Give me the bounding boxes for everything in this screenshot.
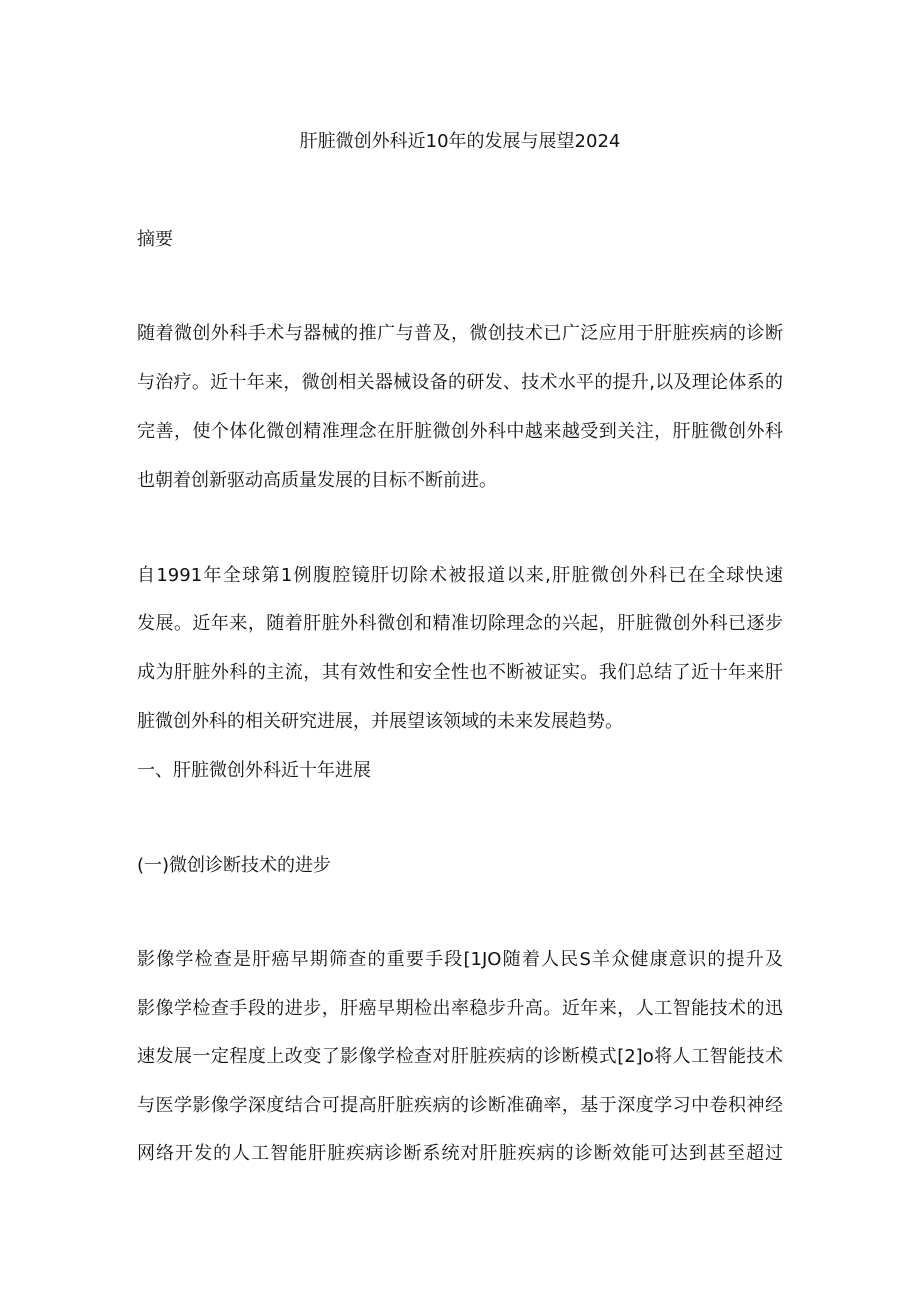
section-heading: 一、肝脏微创外科近十年进展	[137, 760, 371, 781]
paragraph-line: 与医学影像学深度结合可提高肝脏疾病的诊断准确率，基于深度学习中卷积神经	[137, 1095, 783, 1116]
paragraph-line: 成为肝脏外科的主流，其有效性和安全性也不断被证实。我们总结了近十年来肝	[137, 662, 783, 683]
paragraph-line: 与治疗。近十年来，微创相关器械设备的研发、技术水平的提升,以及理论体系的	[137, 372, 783, 393]
abstract-heading: 摘要	[137, 229, 173, 250]
paragraph-line: 速发展一定程度上改变了影像学检查对肝脏疾病的诊断模式[2]o将人工智能技术	[137, 1046, 783, 1067]
paragraph-line: 自1991年全球第1例腹腔镜肝切除术被报道以来,肝脏微创外科已在全球快速	[137, 565, 783, 586]
paragraph-line: 发展。近年来，随着肝脏外科微创和精准切除理念的兴起，肝脏微创外科已逐步	[137, 613, 783, 634]
paragraph-line: 也朝着创新驱动高质量发展的目标不断前进。	[137, 470, 497, 491]
document-title: 肝脏微创外科近10年的发展与展望2024	[299, 131, 621, 152]
paragraph-line: 影像学检查手段的进步，肝癌早期检出率稳步升高。近年来，人工智能技术的迅	[137, 998, 783, 1019]
subsection-heading: (一)微创诊断技术的进步	[137, 855, 332, 876]
paragraph-line: 随着微创外科手术与器械的推广与普及，微创技术已广泛应用于肝脏疾病的诊断	[137, 323, 783, 344]
paragraph-line: 脏微创外科的相关研究进展，并展望该领域的未来发展趋势。	[137, 711, 623, 732]
paragraph-line: 影像学检查是肝癌早期筛查的重要手段[1JO随着人民S羊众健康意识的提升及	[137, 949, 783, 970]
paragraph-line: 网络开发的人工智能肝脏疾病诊断系统对肝脏疾病的诊断效能可达到甚至超过	[137, 1143, 783, 1164]
paragraph-line: 完善，使个体化微创精准理念在肝脏微创外科中越来越受到关注，肝脏微创外科	[137, 421, 783, 442]
